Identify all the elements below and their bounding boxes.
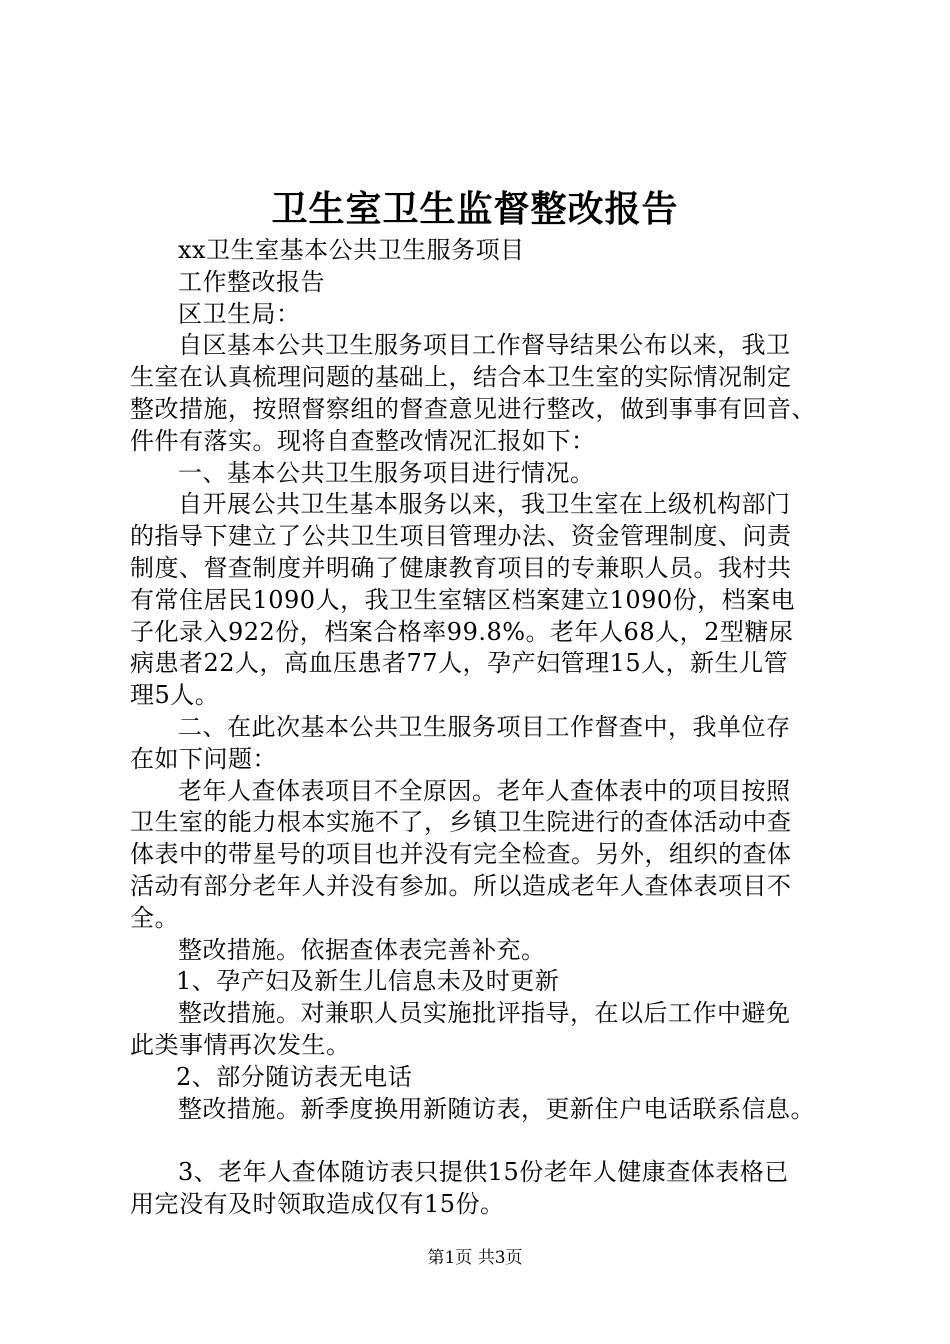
paragraph-line: 卫生室的能力根本实施不了，乡镇卫生院进行的查体活动中查: [130, 808, 792, 837]
paragraph-line: 自开展公共卫生基本服务以来，我卫生室在上级机构部门: [178, 490, 791, 519]
paragraph-line: 生室在认真梳理问题的基础上，结合本卫生室的实际情况制定: [130, 363, 792, 392]
paragraph-line: 有常住居民1090人，我卫生室辖区档案建立1090份，档案电: [130, 585, 796, 614]
measure-line: 整改措施。依据查体表完善补充。: [178, 935, 546, 964]
paragraph-line: 用完没有及时领取造成仅有15份。: [130, 1189, 505, 1218]
document-title: 卫生室卫生监督整改报告: [271, 188, 679, 230]
issue-item: 2、部分随访表无电话: [176, 1062, 413, 1091]
paragraph-line: 件件有落实。现将自查整改情况汇报如下：: [130, 426, 596, 455]
paragraph-line: 的指导下建立了公共卫生项目管理办法、资金管理制度、问责: [130, 522, 792, 551]
paragraph-line: 整改措施，按照督察组的督查意见进行整改，做到事事有回音、: [130, 394, 816, 423]
page-number: 第1页 共3页: [427, 1248, 523, 1268]
paragraph-line: 自区基本公共卫生服务项目工作督导结果公布以来，我卫: [178, 331, 791, 360]
paragraph-line: 制度、督查制度并明确了健康教育项目的专兼职人员。我村共: [130, 553, 792, 582]
heading-line-project: xx卫生室基本公共卫生服务项目: [178, 236, 525, 264]
paragraph-line: 在如下问题：: [130, 744, 277, 773]
measure-line: 整改措施。对兼职人员实施批评指导，在以后工作中避免: [178, 999, 791, 1028]
paragraph-line: 子化录入922份，档案合格率99.8%。老年人68人，2型糖尿: [130, 617, 794, 646]
paragraph-line: 体表中的带星号的项目也并没有完全检查。另外，组织的查体: [130, 840, 792, 869]
blank-line: [130, 1125, 850, 1157]
heading-line-report: 工作整改报告: [178, 267, 325, 296]
section-heading: 二、在此次基本公共卫生服务项目工作督查中，我单位存: [178, 712, 791, 741]
document-body: [130, 235, 850, 1221]
paragraph-line: 全。: [130, 903, 179, 932]
paragraph-line: 活动有部分老年人并没有参加。所以造成老年人查体表项目不: [130, 871, 792, 900]
salutation: 区卫生局：: [178, 299, 301, 328]
issue-item: 1、孕产妇及新生儿信息未及时更新: [176, 967, 560, 996]
measure-line: 此类事情再次发生。: [130, 1030, 351, 1059]
section-heading: 一、基本公共卫生服务项目进行情况。: [178, 458, 595, 487]
paragraph-line: 理5人。: [130, 681, 220, 710]
paragraph-line: 病患者22人，高血压患者77人，孕产妇管理15人，新生儿管: [130, 649, 789, 678]
paragraph-line: 老年人查体表项目不全原因。老年人查体表中的项目按照: [178, 776, 791, 805]
measure-line: 整改措施。新季度换用新随访表，更新住户电话联系信息。: [178, 1094, 815, 1123]
issue-item: 3、老年人查体随访表只提供15份老年人健康查体表格已: [178, 1158, 789, 1187]
